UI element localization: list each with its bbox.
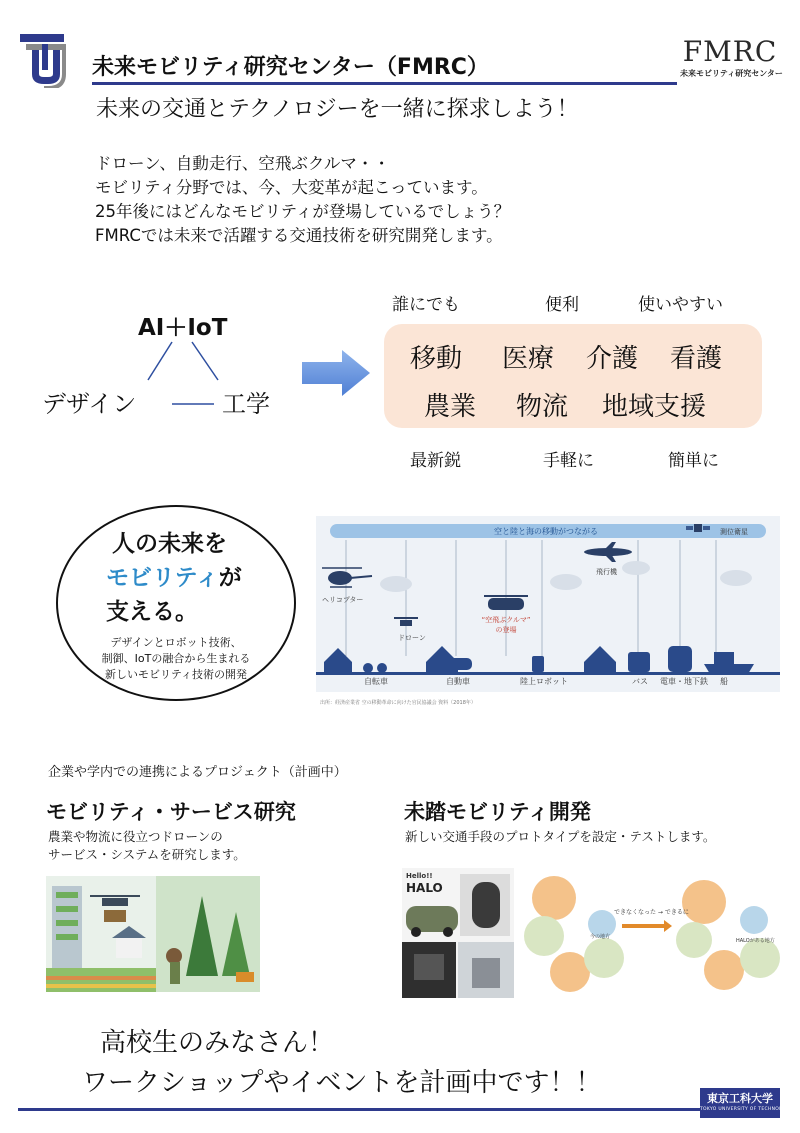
flying-car-label: の登場 (495, 626, 517, 634)
helicopter-label: ヘリコプター (322, 596, 364, 604)
diagram-center-text: できなくなった → できるに (614, 909, 689, 916)
mission-circle (56, 505, 296, 701)
ground-label: 電車・地下鉄 (660, 677, 708, 686)
collaboration-heading: 企業や学内での連携によるプロジェクト（計画中） (48, 765, 347, 780)
fmrc-logo-word: FMRC (682, 35, 778, 68)
intro-line: FMRCでは未来で活躍する交通技術を研究開発します。 (95, 226, 503, 245)
bus-icon (628, 652, 650, 672)
project-description (405, 828, 715, 846)
adjective-bottom: 手軽に (543, 451, 594, 471)
application-domains-box (384, 324, 762, 428)
project-desc-line: サービス・システムを研究します。 (48, 847, 246, 862)
project-description (48, 828, 246, 864)
domain-item: 医療 (502, 344, 555, 374)
halo-logo-text: HALO (406, 881, 443, 895)
ground-label: 船 (720, 677, 728, 686)
adjective-bottom: 簡単に (668, 451, 719, 471)
project-title-unexplored-mobility: 未踏モビリティ開発 (404, 800, 591, 824)
triangle-left-label: デザイン (42, 390, 137, 418)
intro-text (95, 152, 510, 248)
call-to-action-line: ワークショップやイベントを計画中です！！ (82, 1068, 602, 1098)
ground-label: 自動車 (446, 677, 470, 686)
footer-divider (18, 1108, 700, 1111)
adjective-top: 誰にでも (392, 295, 460, 315)
diagram-bubble-label: HALOがある地方 (736, 938, 775, 944)
project-title-mobility-service: モビリティ・サービス研究 (46, 800, 296, 824)
intro-line: モビリティ分野では、今、大変革が起こっています。 (95, 178, 488, 197)
halo-prototype-photos (402, 868, 514, 998)
intro-line: ドローン、自動走行、空飛ぶクルマ・・ (95, 154, 390, 173)
adjective-top: 使いやすい (638, 295, 723, 315)
right-arrow-icon (302, 348, 372, 398)
ground-label: 自転車 (364, 677, 388, 686)
fmrc-logo (680, 35, 783, 79)
domain-item: 物流 (516, 392, 569, 422)
fmrc-logo-sub: 未来モビリティ研究センター (680, 69, 783, 78)
domain-item: 介護 (586, 344, 639, 374)
flying-car-label: “空飛ぶクルマ” (481, 616, 531, 624)
header-divider (92, 82, 677, 85)
mission-highlight: モビリティ (106, 565, 219, 591)
mission-description (58, 635, 294, 683)
intro-line: 25年後にはどんなモビリティが登場しているでしょう？ (95, 202, 511, 221)
mobility-illustration (316, 516, 780, 708)
halo-hello-text: Hello!! (406, 872, 433, 880)
illustration-source: 出所：経済産業省 空の移動革命に向けた官民協議会 資料（2018年） (320, 700, 476, 706)
project-desc-line: 新しい交通手段のプロトタイプを設定・テストします。 (405, 829, 716, 844)
project-desc-line: 農業や物流に役立つドローンの (48, 829, 223, 844)
satellite-label: 測位衛星 (720, 528, 748, 536)
diagram-bubble-label: 今の地方 (590, 934, 611, 940)
bicycle-icon (363, 663, 373, 673)
drone-agriculture-image (46, 876, 260, 992)
triangle-right-label: 工学 (222, 390, 270, 418)
university-name-en: TOKYO UNIVERSITY OF TECHNOLOGY (700, 1107, 793, 1112)
drone-label: ドローン (398, 634, 426, 642)
airplane-label: 飛行機 (596, 568, 617, 576)
domain-item: 地域支援 (602, 392, 707, 422)
mission-desc-line: デザインとロボット技術、 (110, 636, 242, 649)
domain-item: 移動 (410, 344, 463, 374)
ground-label: 陸上ロボット (520, 677, 568, 686)
domain-item: 農業 (424, 392, 477, 422)
call-to-action-line: 高校生のみなさん！ (100, 1028, 335, 1058)
mission-line-rest: が (218, 565, 242, 591)
halo-concept-diagram (514, 876, 782, 996)
adjective-bottom: 最新鋭 (410, 451, 461, 471)
subtitle: 未来の交通とテクノロジーを一緒に探求しよう！ (96, 97, 579, 122)
university-t-logo-icon (18, 30, 74, 88)
adjective-top: 便利 (545, 295, 579, 315)
mission-line: 人の未来を (112, 531, 227, 557)
car-icon (446, 658, 472, 670)
train-icon (668, 646, 692, 672)
header-title: 未来モビリティ研究センター（FMRC） (92, 55, 489, 80)
ground-label: バス (632, 677, 648, 686)
triangle-top-label: AI＋IoT (138, 315, 228, 341)
mission-desc-line: 新しいモビリティ技術の開発 (105, 668, 247, 681)
illustration-banner: 空と陸と海の移動がつながる (494, 527, 598, 536)
university-logo (700, 1088, 793, 1118)
mission-line: 支える。 (106, 599, 198, 625)
mission-line (106, 559, 242, 592)
domain-item: 看護 (670, 344, 723, 374)
ground-robot-icon (532, 656, 544, 672)
university-name: 東京工科大学 (707, 1092, 773, 1105)
mission-desc-line: 制御、IoTの融合から生まれる (101, 652, 251, 665)
